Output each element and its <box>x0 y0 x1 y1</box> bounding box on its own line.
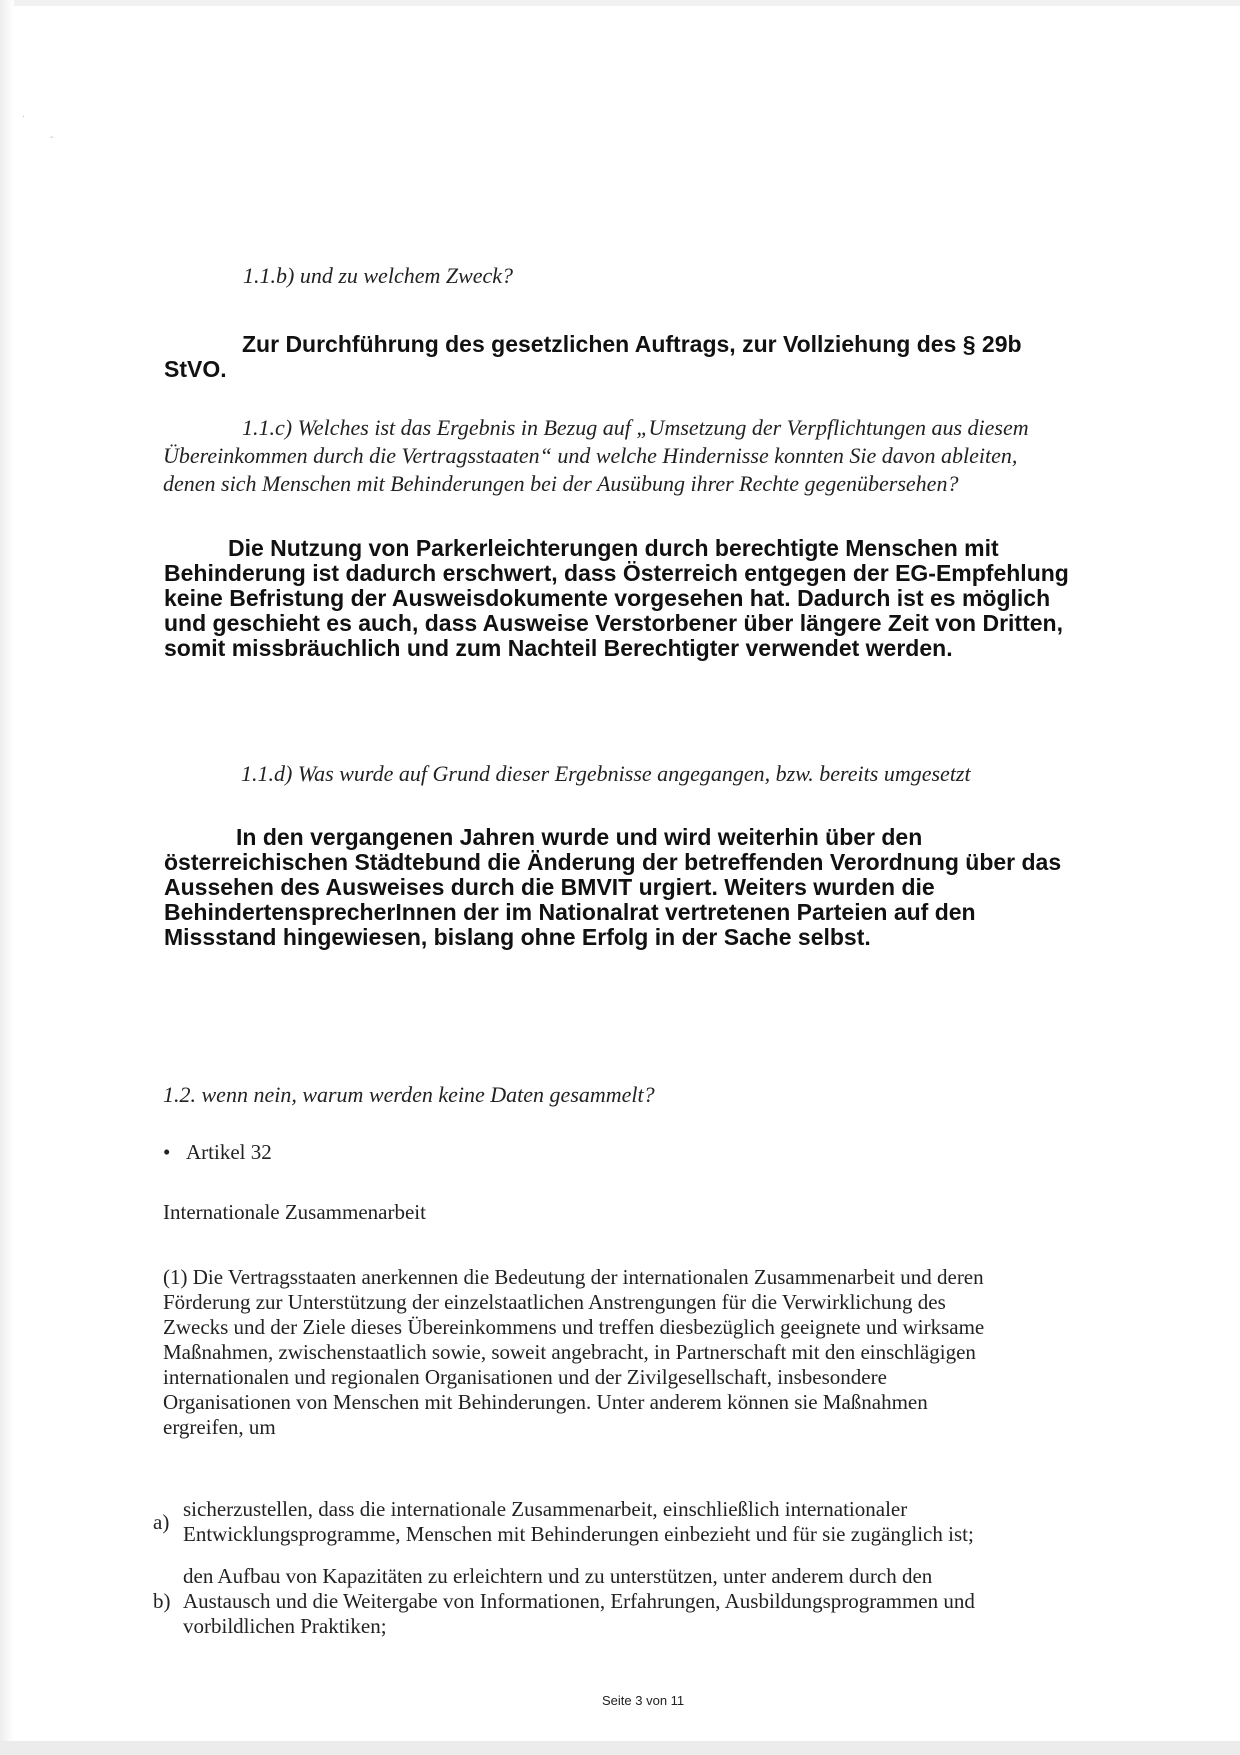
article-paragraph-1 <box>163 1265 984 1440</box>
paragraph-line: (1) Die Vertragsstaaten anerkennen die Bedeutung der internationalen Zusammenarbeit und deren <box>163 1265 984 1289</box>
item-a-marker: a) <box>153 1510 170 1534</box>
item-line: den Aufbau von Kapazitäten zu erleichtern und zu unterstützen, unter anderem durch den <box>183 1564 933 1588</box>
item-b-text <box>183 1564 975 1639</box>
answer-line: keine Befristung der Ausweisdokumente vorgesehen hat. Dadurch ist es möglich <box>164 585 1051 611</box>
paragraph-line: Förderung zur Unterstützung der einzelstaatlichen Anstrengungen für die Verwirklichung des <box>163 1290 946 1314</box>
question-1-1-d: 1.1.d) Was wurde auf Grund dieser Ergebnisse angegangen, bzw. bereits umgesetzt <box>241 761 971 786</box>
item-b-marker: b) <box>153 1589 171 1613</box>
question-1-2: 1.2. wenn nein, warum werden keine Daten gesammelt? <box>163 1082 655 1107</box>
answer-1-1-c <box>164 536 1069 661</box>
paragraph-line: internationalen und regionalen Organisationen und der Zivilgesellschaft, insbesondere <box>163 1365 887 1389</box>
paragraph-line: Zwecks und der Ziele dieses Übereinkommens und treffen diesbezüglich geeignete und wirksame <box>163 1315 985 1339</box>
scan-speck: · <box>22 112 26 123</box>
answer-line: Die Nutzung von Parkerleichterungen durch berechtigte Menschen mit <box>228 535 999 561</box>
answer-line: Missstand hingewiesen, bislang ohne Erfolg in der Sache selbst. <box>164 924 871 950</box>
scan-edge-top <box>0 0 1240 6</box>
page-number-footer: Seite 3 von 11 <box>602 1693 685 1708</box>
article-label: Artikel 32 <box>186 1140 272 1164</box>
item-line: sicherzustellen, dass die internationale Zusammenarbeit, einschließlich internationaler <box>183 1497 908 1521</box>
answer-line: und geschieht es auch, dass Ausweise Verstorbener über längere Zeit von Dritten, <box>164 610 1063 636</box>
article-bullet: • <box>163 1140 171 1164</box>
item-a-text <box>183 1497 974 1547</box>
answer-line: somit missbräuchlich und zum Nachteil Berechtigter verwendet werden. <box>164 635 953 661</box>
answer-line: StVO. <box>164 356 227 382</box>
question-1-1-c <box>163 414 1029 498</box>
answer-1-1-b <box>164 332 1124 382</box>
scan-edge-left <box>0 0 14 1755</box>
answer-line: Aussehen des Ausweises durch die BMVIT urgiert. Weiters wurden die <box>164 874 935 900</box>
item-line: vorbildlichen Praktiken; <box>183 1614 387 1638</box>
scan-edge-bottom <box>0 1741 1240 1755</box>
paragraph-line: Organisationen von Menschen mit Behinderungen. Unter anderem können sie Maßnahmen <box>163 1390 928 1414</box>
scan-speck: - <box>50 132 54 143</box>
answer-line: österreichischen Städtebund die Änderung der betreffenden Verordnung über das <box>164 849 1062 875</box>
paragraph-line: Maßnahmen, zwischenstaatlich sowie, soweit angebracht, in Partnerschaft mit den einschlägigen <box>163 1340 976 1364</box>
answer-1-1-d <box>164 825 1061 950</box>
paragraph-line: ergreifen, um <box>163 1415 276 1439</box>
item-line: Austausch und die Weitergabe von Informationen, Erfahrungen, Ausbildungsprogrammen und <box>183 1589 975 1613</box>
answer-line: Behinderung ist dadurch erschwert, dass Österreich entgegen der EG-Empfehlung <box>164 560 1069 586</box>
item-line: Entwicklungsprogramme, Menschen mit Behinderungen einbezieht und für sie zugänglich ist; <box>183 1522 974 1546</box>
question-line: denen sich Menschen mit Behinderungen bei der Ausübung ihrer Rechte gegenübersehen? <box>163 471 959 496</box>
question-line: Übereinkommen durch die Vertragsstaaten“ und welche Hindernisse konnten Sie davon ableiten, <box>163 443 1018 468</box>
question-line: 1.1.c) Welches ist das Ergebnis in Bezug auf „Umsetzung der Verpflichtungen aus diesem <box>242 415 1029 440</box>
question-1-1-b: 1.1.b) und zu welchem Zweck? <box>243 263 514 288</box>
article-heading: Internationale Zusammenarbeit <box>163 1200 426 1224</box>
answer-line: Zur Durchführung des gesetzlichen Auftrags, zur Vollziehung des § 29b <box>242 331 1022 357</box>
answer-line: BehindertensprecherInnen der im Nationalrat vertretenen Parteien auf den <box>164 899 976 925</box>
answer-line: In den vergangenen Jahren wurde und wird weiterhin über den <box>236 824 923 850</box>
